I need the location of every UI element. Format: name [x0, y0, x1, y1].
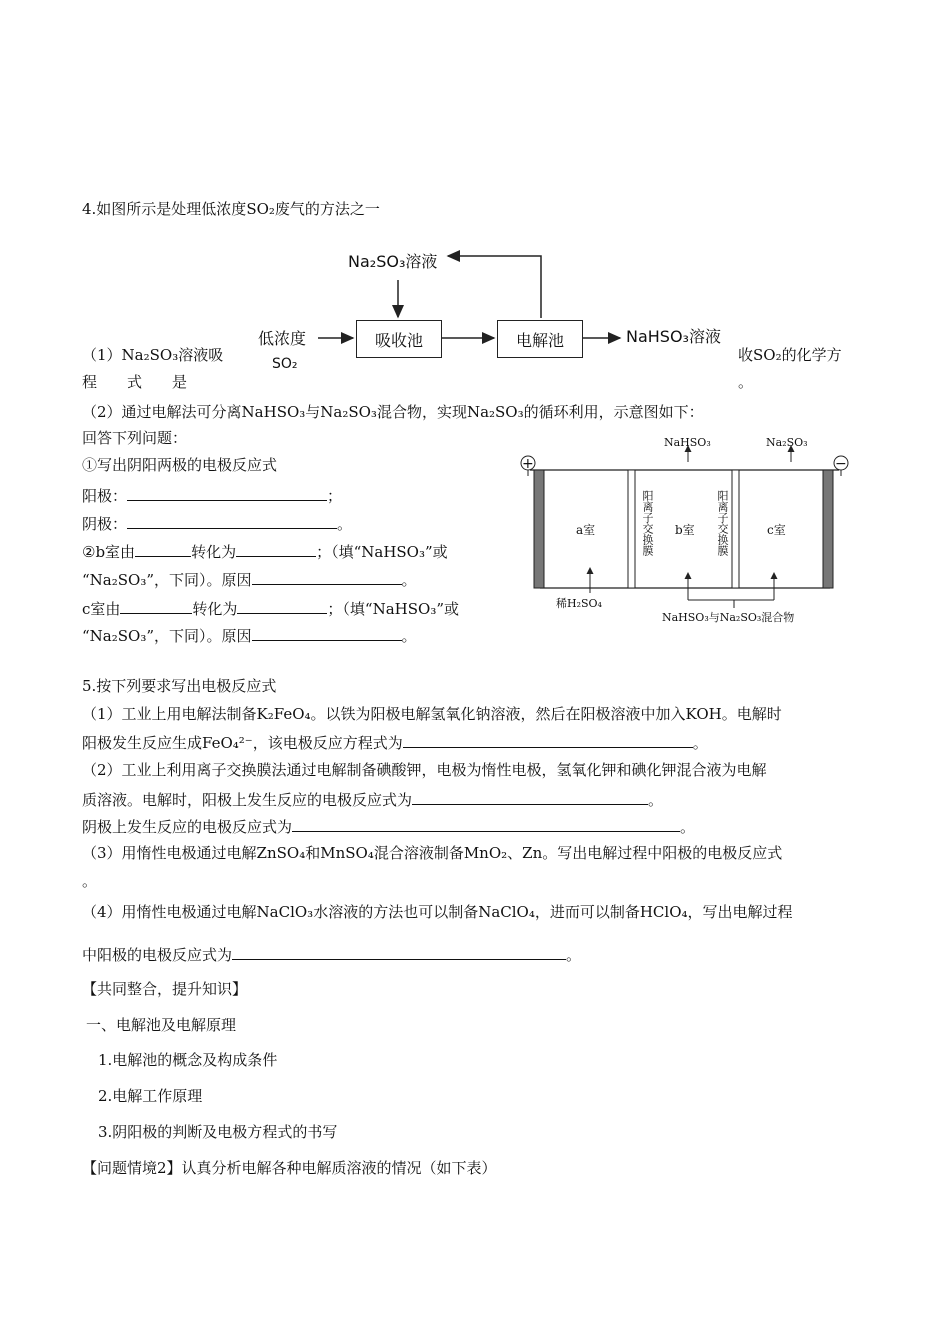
q4-answer-intro: 回答下列问题： — [82, 429, 188, 447]
q5-title: 5.按下列要求写出电极反应式 — [82, 677, 277, 695]
c-line1-c: ；（填“NaHSO₃”或 — [327, 600, 459, 618]
c-reason-blank[interactable] — [252, 624, 402, 641]
cell-out-c: Na₂SO₃ — [766, 436, 808, 449]
q4-p1-right-a: 收SO₂的化学方 — [738, 346, 842, 364]
cathode-answer-blank[interactable] — [127, 512, 337, 529]
cell-in-a: 稀H₂SO₄ — [556, 597, 602, 610]
b-line2-a: “Na₂SO₃”，下同）。原因 — [82, 571, 252, 589]
flow-output-label: NaHSO₃溶液 — [626, 327, 721, 346]
cell-out-b: NaHSO₃ — [664, 436, 711, 449]
room-a: a室 — [576, 523, 596, 537]
q4-p1-left-b: 程 式 是 — [82, 373, 188, 391]
c-to-blank[interactable] — [237, 597, 327, 614]
b-line1-b: 转化为 — [191, 543, 237, 561]
flow-input-sub: SO₂ — [272, 356, 298, 372]
c-line2-a: “Na₂SO₃”，下同）。原因 — [82, 627, 252, 645]
summary-heading: 【共同整合，提升知识】 — [82, 980, 248, 998]
b-room-line1 — [82, 540, 448, 562]
arrow-recycle — [448, 256, 541, 318]
electrolysis-tank-label: 电解池 — [515, 330, 564, 350]
summary-item-3: 3.阴阳极的判断及电极方程式的书写 — [98, 1123, 338, 1141]
anode-end: ； — [327, 487, 343, 505]
absorption-tank-label: 吸收池 — [374, 330, 423, 350]
positive-sign: + — [522, 456, 534, 472]
q4-sub1: ①写出阴阳两极的电极反应式 — [82, 456, 278, 474]
q5-p4-a: （4）用惰性电极通过电解NaClO₃水溶液的方法也可以制备NaClO₄，进而可以制备HClO₄，写出电解过程 — [82, 903, 793, 921]
q5-p4-b-end: 。 — [566, 946, 582, 964]
anode-answer-blank[interactable] — [127, 484, 327, 501]
q4-title: 4.如图所示是处理低浓度SO₂废气的方法之一 — [82, 200, 380, 218]
flow-top-label: Na₂SO₃溶液 — [348, 252, 438, 271]
q5-p2-anode-blank[interactable] — [412, 788, 648, 805]
cell-in-bc: NaHSO₃与Na₂SO₃混合物 — [662, 611, 795, 624]
b-from-blank[interactable] — [135, 540, 191, 557]
summary-section: 一、电解池及电解原理 — [86, 1016, 237, 1034]
q5-p4-blank[interactable] — [232, 943, 566, 960]
b-line2-end: 。 — [401, 571, 417, 589]
q5-p3-b: 。 — [82, 872, 98, 890]
c-room-line2 — [82, 624, 417, 646]
q5-p4-b: 中阳极的电极反应式为 — [82, 946, 233, 964]
q5-p4-b-line — [82, 943, 581, 965]
q4-p2: （2）通过电解法可分离NaHSO₃与Na₂SO₃混合物，实现Na₂SO₃的循环利用，示意图如下： — [82, 403, 704, 421]
q5-p3-a: （3）用惰性电极通过电解ZnSO₄和MnSO₄混合溶液制备MnO₂、Zn。写出电解过程中阳极的电极反应式 — [82, 844, 783, 862]
negative-sign: − — [835, 456, 847, 472]
q5-p2-b-end: 。 — [648, 791, 664, 809]
room-b: b室 — [675, 523, 695, 537]
membrane-2-label: 阳离子交换膜 — [716, 490, 729, 556]
anode-label: 阳极： — [82, 487, 128, 505]
q4-p1-right-b: 。 — [738, 373, 754, 391]
b-reason-blank[interactable] — [252, 568, 402, 585]
summary-item-2: 2.电解工作原理 — [98, 1087, 203, 1105]
q5-p1-blank[interactable] — [403, 731, 693, 748]
cathode-label: 阴极： — [82, 515, 128, 533]
b-line1-a: ②b室由 — [82, 543, 136, 561]
q5-p1-b: 阳极发生反应生成FeO₄²⁻，该电极反应方程式为 — [82, 734, 403, 752]
q5-p2-cathode-blank[interactable] — [292, 815, 680, 832]
cathode-plate — [823, 470, 833, 588]
b-line1-c: ；（填“NaHSO₃”或 — [316, 543, 448, 561]
membrane-2 — [732, 470, 739, 588]
anode-line — [82, 484, 342, 506]
membrane-1-label: 阳离子交换膜 — [641, 490, 654, 556]
q4-p1-left-a: （1）Na₂SO₃溶液吸 — [82, 346, 224, 364]
scenario-heading: 【问题情境2】认真分析电解各种电解质溶液的情况（如下表） — [82, 1159, 497, 1177]
q5-p2-c-line — [82, 815, 695, 837]
c-room-line1 — [82, 597, 459, 619]
q5-p2-b-line — [82, 788, 663, 810]
cathode-end: 。 — [337, 515, 353, 533]
q5-p2-b: 质溶液。电解时，阳极上发生反应的电极反应式为 — [82, 791, 413, 809]
flow-input-label: 低浓度 — [258, 329, 307, 348]
q5-p2-a: （2）工业上利用离子交换膜法通过电解制备碘酸钾，电极为惰性电极，氢氧化钾和碘化钾混合液为电解 — [82, 761, 767, 779]
summary-item-1: 1.电解池的概念及构成条件 — [98, 1051, 278, 1069]
b-to-blank[interactable] — [236, 540, 316, 557]
q5-p1-b-end: 。 — [692, 734, 708, 752]
b-room-line2 — [82, 568, 417, 590]
c-line1-a: c室由 — [82, 600, 121, 618]
c-from-blank[interactable] — [120, 597, 192, 614]
cathode-line — [82, 512, 352, 534]
q5-p1-b-line — [82, 731, 708, 753]
c-line1-b: 转化为 — [192, 600, 238, 618]
c-line2-end: 。 — [401, 627, 417, 645]
q5-p1-a: （1）工业上用电解法制备K₂FeO₄。以铁为阳极电解氢氧化钠溶液，然后在阳极溶液中加入KOH。电解时 — [82, 705, 782, 723]
membrane-1 — [628, 470, 635, 588]
anode-plate — [534, 470, 544, 588]
room-c: c室 — [767, 523, 786, 537]
q5-p2-c: 阴极上发生反应的电极反应式为 — [82, 818, 293, 836]
q5-p2-c-end: 。 — [680, 818, 696, 836]
